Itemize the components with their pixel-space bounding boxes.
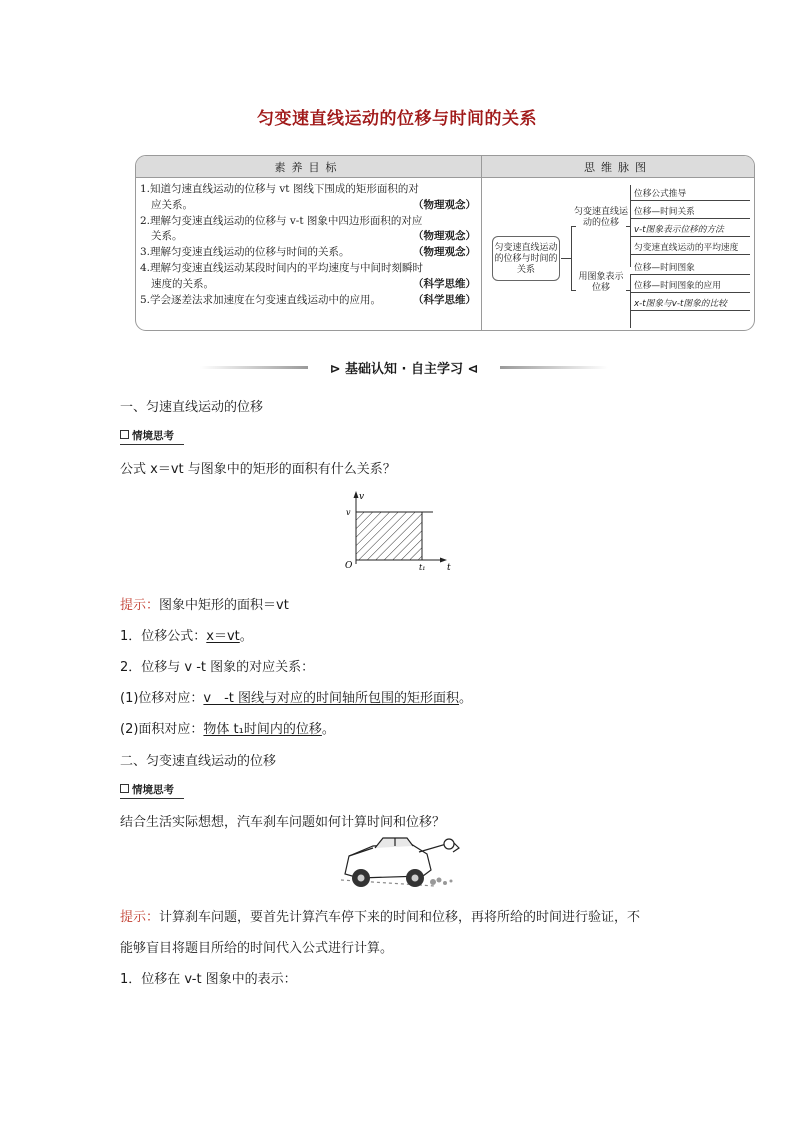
objective-line: 5.学会逐差法求加速度在匀变速直线运动中的应用。 （科学思维） [140,293,476,306]
area-rectangle [356,512,422,560]
mindmap-leaf: x-t图象与v-t图象的比较 [634,299,727,309]
rear-hub-icon [412,875,419,882]
section-banner [200,357,608,377]
panel-header [136,156,754,178]
underline [630,218,750,219]
mindmap-branch: 用图象表示位移 [578,272,624,293]
front-hub-icon [358,875,365,882]
objective-line: 2.理解匀变速直线运动的位移与 v-t 图象中四边形面积的对应 [140,214,423,227]
mindmap-leaf: 位移—时间关系 [634,207,695,217]
connector [630,274,631,328]
objective-line: 4.理解匀变速直线运动某段时间内的平均速度与中间时刻瞬时 [140,261,424,274]
section2-item1: 1．位移在 v-t 图象中的表示： [120,972,297,987]
underline [630,274,750,275]
objectives-list [140,182,476,308]
objective-line: 3.理解匀变速直线运动的位移与时间的关系。 （物理观念） [140,246,476,259]
mindmap-root: 匀变速直线运动的位移与时间的关系 [492,236,560,281]
connector [561,258,571,259]
section1-item2a: (1)位移对应：v -t 图线与对应的时间轴所包围的矩形面积。 [120,691,473,706]
mindmap-leaf: 位移—时间图象 [634,263,695,273]
mindmap-header: 思维脉图 [584,161,652,174]
tag-square-icon [120,430,129,439]
section2-hint-line2: 能够盲目将题目所给的时间代入公式进行计算。 [120,941,394,956]
underline [630,310,750,311]
underline [630,236,750,237]
section2-tag: 情境思考 [120,782,184,799]
mindmap-leaf: 匀变速直线运动的平均速度 [634,243,739,253]
section2-heading: 二、匀变速直线运动的位移 [120,754,277,769]
mindmap-leaf: v-t图象表示位移的方法 [634,225,724,235]
x-axis-label: t [447,563,451,573]
section2-hint-line1: 提示：计算刹车问题，要首先计算汽车停下来的时间和位移，再将所给的时间进行验证，不 [120,910,641,925]
objective-line: 应关系。 （物理观念） [151,198,476,211]
driver-head-icon [444,839,454,849]
tag-square-icon [120,784,129,793]
section2-question: 结合生活实际想想，汽车刹车问题如何计算时间和位移？ [120,815,446,830]
y-arrow-icon [354,491,359,498]
v-tick-label: v [346,508,351,517]
section1-tag: 情境思考 [120,428,184,445]
page-title: 匀变速直线运动的位移与时间的关系 [257,109,537,129]
x-arrow-icon [440,558,447,563]
connector [626,226,630,227]
connector [571,226,572,290]
vt-graph [335,490,455,574]
dust-cloud-icon [430,878,453,886]
mindmap-leaf: 位移—时间图象的应用 [634,281,721,291]
braking-car-illustration [335,836,465,892]
y-axis-label: v [359,492,365,502]
section1-item1: 1．位移公式：x＝vt。 [120,629,253,644]
section1-hint: 提示：图象中矩形的面积＝vt [120,598,289,613]
section1-heading: 一、匀速直线运动的位移 [120,400,264,415]
t-tick-label: t₁ [419,563,426,572]
objectives-header: 素养目标 [274,161,343,174]
connector [626,290,630,291]
section1-item2: 2．位移与 v -t 图象的对应关系： [120,660,315,675]
banner-text: ⊳ 基础认知 · 自主学习 ⊲ [329,362,479,377]
mindmap-branch: 匀变速直线运动的位移 [574,207,629,228]
section1-question: 公式 x＝vt 与图象中的矩形的面积有什么关系？ [120,462,396,477]
underline [630,292,750,293]
objective-line: 关系。 （物理观念） [151,230,476,243]
objectives-panel [135,155,755,331]
mindmap-leaf: 位移公式推导 [634,189,687,199]
objective-line: 1.知道匀速直线运动的位移与 vt 图线下围成的矩形面积的对 [140,183,419,195]
objective-line: 速度的关系。 （科学思维） [151,277,476,290]
underline [630,254,750,255]
mind-map [482,178,754,330]
underline [630,200,750,201]
section1-item2b: (2)面积对应：物体 t₁时间内的位移。 [120,722,335,737]
origin-label: O [345,561,353,571]
